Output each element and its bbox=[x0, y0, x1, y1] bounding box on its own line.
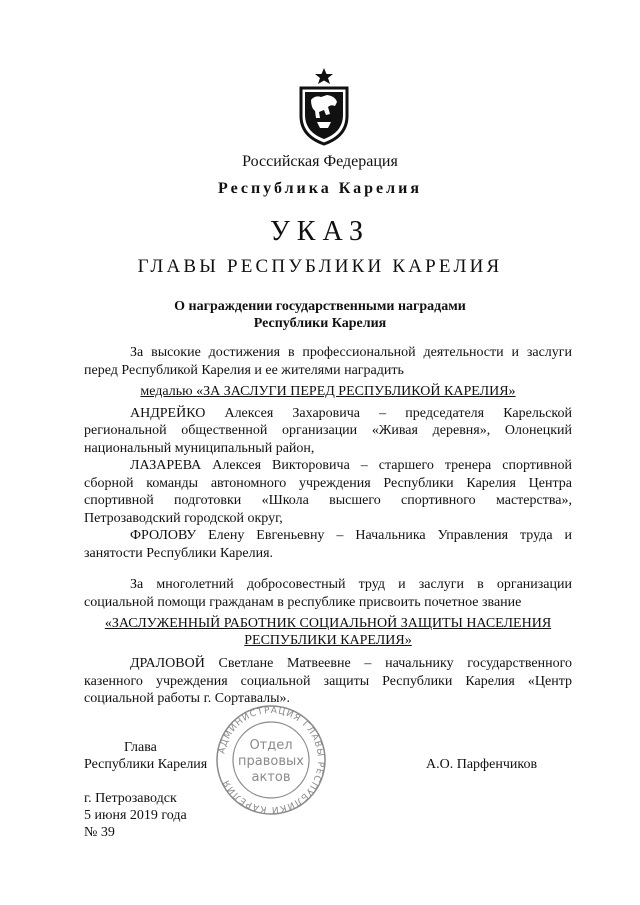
country-name: Российская Федерация bbox=[242, 153, 398, 170]
document-subject bbox=[0, 298, 640, 332]
issue-date: 5 июня 2019 года bbox=[84, 808, 187, 823]
svg-text:Отдел: Отдел bbox=[249, 738, 293, 753]
recipient-paragraph: ЛАЗАРЕВА Алексея Викторовича – старшего тренера спортивной сборной команды автономного учреждения Республики Карелия Центра спортивной подготовки «Школа высшего спортивного мастерства», Петрозаводский городской округ, bbox=[84, 458, 572, 526]
honorary-title-line: «ЗАСЛУЖЕННЫЙ РАБОТНИК СОЦИАЛЬНОЙ ЗАЩИТЫ НАСЕЛЕНИЯ bbox=[104, 616, 552, 631]
recipient-paragraph: ФРОЛОВУ Елену Евгеньевну – Начальника Управления труда и занятости Республики Карелия. bbox=[84, 528, 572, 561]
subject-line: О награждении государственными наградами bbox=[174, 299, 466, 314]
honorary-title bbox=[84, 615, 572, 649]
honorary-title-line: РЕСПУБЛИКИ КАРЕЛИЯ» bbox=[244, 633, 412, 648]
document-type: УКАЗ bbox=[269, 216, 371, 247]
svg-text:АДМИНИСТРАЦИЯ ГЛАВЫ РЕСПУБЛИКИ: АДМИНИСТРАЦИЯ ГЛАВЫ РЕСПУБЛИКИ КАРЕЛИЯ bbox=[217, 705, 326, 815]
subject-line: Республики Карелия bbox=[253, 316, 387, 331]
document-issuer: ГЛАВЫ РЕСПУБЛИКИ КАРЕЛИЯ bbox=[137, 256, 503, 277]
issue-city: г. Петрозаводск bbox=[84, 791, 177, 806]
signatory-title-line1: Глава bbox=[124, 740, 157, 755]
section-medal bbox=[84, 344, 572, 562]
recipient-paragraph: ДРАЛОВОЙ Светлане Матвеевне – начальнику государственного казенного учреждения социальной защиты Республики Карелия «Центр социальной работы г. Сортавалы». bbox=[84, 656, 572, 706]
signatory-name: А.О. Парфенчиков bbox=[426, 757, 538, 772]
svg-text:актов: актов bbox=[251, 770, 291, 785]
award-title: медалью «ЗА ЗАСЛУГИ ПЕРЕД РЕСПУБЛИКОЙ КАРЕЛИЯ» bbox=[140, 384, 516, 399]
section-intro: За высокие достижения в профессиональной деятельности и заслуги перед Республикой Карелия и ее жителями наградить bbox=[84, 345, 572, 378]
section-intro: За многолетний добросовестный труд и заслуги в организации социальной помощи гражданам в республике присвоить почетное звание bbox=[84, 577, 572, 610]
svg-text:правовых: правовых bbox=[238, 754, 304, 769]
stamp-seal bbox=[206, 704, 336, 816]
republic-name: Республика Карелия bbox=[218, 180, 422, 197]
coat-of-arms-icon bbox=[297, 66, 351, 146]
document-number: № 39 bbox=[84, 825, 115, 840]
section-title bbox=[84, 576, 572, 708]
recipient-paragraph: АНДРЕЙКО Алексея Захаровича – председателя Карельской региональной общественной организации «Живая деревня», Олонецкий национальный муниципальный район, bbox=[84, 405, 572, 456]
signatory-title-line2: Республики Карелия bbox=[84, 757, 208, 772]
